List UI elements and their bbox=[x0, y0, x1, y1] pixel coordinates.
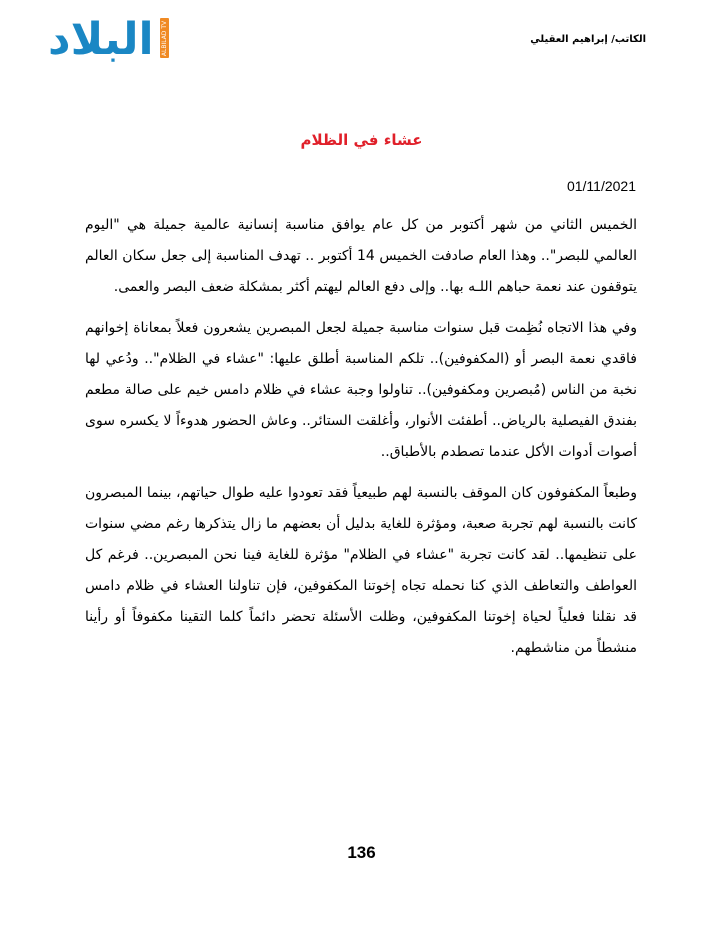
logo-text: البلاد bbox=[48, 14, 154, 65]
author-name: الكاتب/ إبراهيم العقيلي bbox=[530, 34, 646, 45]
article-title: عشاء في الظلام bbox=[300, 131, 423, 149]
paragraph: الخميس الثاني من شهر أكتوبر من كل عام يوافق مناسبة إنسانية عالمية جميلة هي "اليوم العالمي للبصر".. وهذا العام صادفت الخميس 14 أكتوبر .. تهدف المناسبة إلى جعل سكان العالم يتوقفون عند نعمة حباهم اللـه بها.. وإلى دفع العالم ليهتم أكثر بمشكلة ضعف البصر والعمى. bbox=[85, 217, 637, 295]
paragraph: وفي هذا الاتجاه نُظِمت قبل سنوات مناسبة جميلة لجعل المبصرين يشعرون فعلاً بمعاناة إخوانهم فاقدي نعمة البصر أو (المكفوفين).. تلكم المناسبة أطلق عليها: "عشاء في الظلام".. ودُعي لها نخبة من الناس (مُبصرين ومكفوفين).. تناولوا وجبة عشاء في ظلام دامس خيم على صالة مطعم بفندق الفيصلية بالرياض.. أطفئت الأنوار، وأغلقت الستائر.. وعاش الحضور هدوءاً لا يكسره سوى أصوات أدوات الأكل عندما تصطدم بالأطباق.. bbox=[85, 320, 637, 460]
page-number: 136 bbox=[347, 843, 376, 862]
logo-tag bbox=[160, 18, 169, 58]
article-date: 01/11/2021 bbox=[566, 178, 636, 194]
albilad-logo bbox=[48, 14, 176, 66]
paragraph: وطبعاً المكفوفون كان الموقف بالنسبة لهم طبيعياً فقد تعودوا عليه طوال حياتهم، بينما المبصرون كانت بالنسبة لهم تجربة صعبة، ومؤثرة للغاية بدليل أن بعضهم ما زال يتذكرها رغم مضي سنوات على تنظيمها.. لقد كانت تجربة "عشاء في الظلام" مؤثرة للغاية فينا نحن المبصرين.. فرغم كل العواطف والتعاطف الذي كنا نحمله تجاه إخوتنا المكفوفين، فإن تناولنا العشاء في ظلام دامس قد نقلنا فعلياً لحياة إخوتنا المكفوفين، وظلت الأسئلة تحضر دائماً كلما التقينا مكفوفاً أو رأينا منشطاً من مناشطهم. bbox=[85, 485, 637, 656]
article-body bbox=[85, 210, 637, 674]
logo-tag-text: ALBILAD TV bbox=[161, 20, 168, 56]
